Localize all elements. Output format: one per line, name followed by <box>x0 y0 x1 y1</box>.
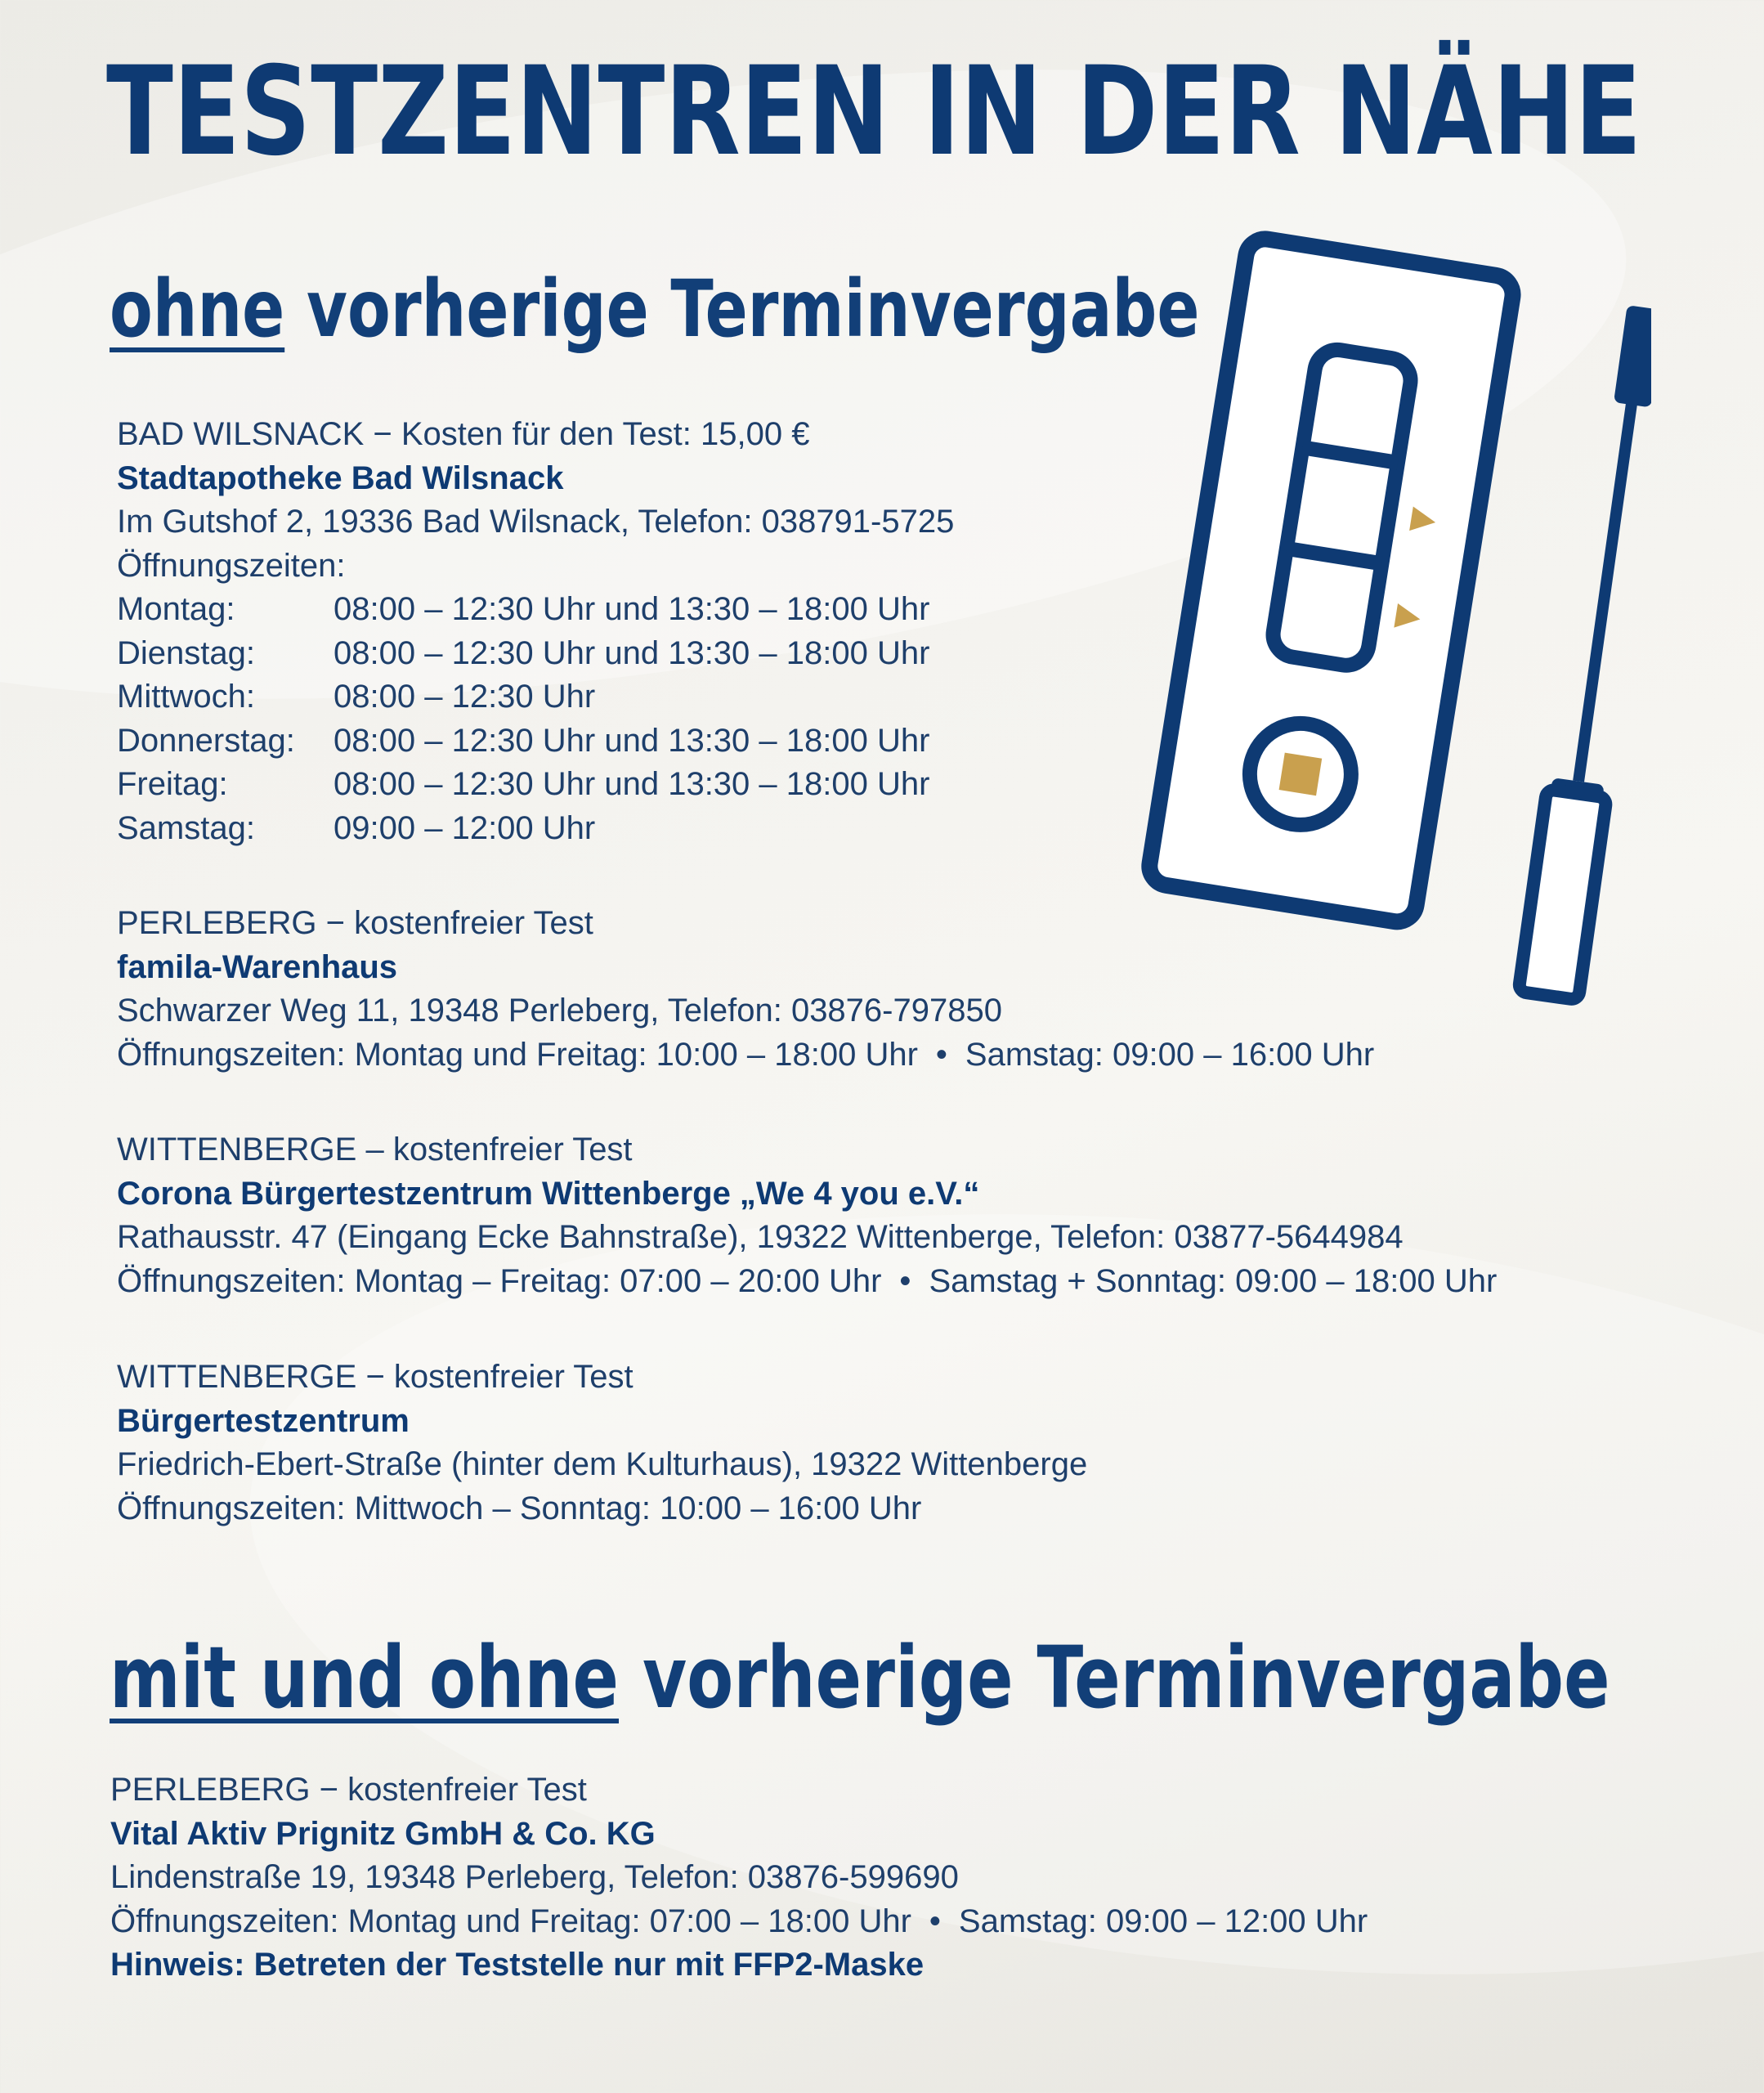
hours-label: Öffnungszeiten: <box>117 547 346 584</box>
center-name: Stadtapotheke Bad Wilsnack <box>117 459 564 496</box>
weekday: Samstag: <box>117 809 255 846</box>
hours-weekdays: Öffnungszeiten: Montag und Freitag: 07:00 – 18:00 Uhr <box>110 1903 911 1939</box>
center-name: Vital Aktiv Prignitz GmbH & Co. KG <box>110 1815 656 1852</box>
heading-emphasis: mit und ohne <box>110 1628 619 1728</box>
hours-row <box>117 807 929 851</box>
opening-hours-table <box>117 588 929 850</box>
opening-hours <box>117 1260 1497 1304</box>
address: Rathausstr. 47 (Eingang Ecke Bahnstraße), 19322 Wittenberge, Telefon: 03877-5644984 <box>117 1219 1404 1255</box>
weekday: Freitag: <box>117 766 228 802</box>
time-range: 08:00 – 12:30 Uhr und 13:30 – 18:00 Uhr <box>334 591 930 627</box>
time-range: 08:00 – 12:30 Uhr und 13:30 – 18:00 Uhr <box>334 722 930 759</box>
location-line: PERLEBERG − kostenfreier Test <box>110 1772 587 1808</box>
weekday: Montag: <box>117 591 235 627</box>
address: Im Gutshof 2, 19336 Bad Wilsnack, Telefon: 038791-5725 <box>117 504 955 540</box>
location-line: WITTENBERGE − kostenfreier Test <box>117 1359 634 1395</box>
address: Schwarzer Weg 11, 19348 Perleberg, Telefon: 03876-797850 <box>117 993 1002 1029</box>
hours-row <box>117 763 929 807</box>
time-range: 08:00 – 12:30 Uhr und 13:30 – 18:00 Uhr <box>334 634 930 671</box>
weekday: Mittwoch: <box>117 679 255 715</box>
swab-icon <box>1519 303 1651 1000</box>
heading-rest: vorherige Terminvergabe <box>284 263 1200 355</box>
section-heading-without-appointment <box>110 263 1200 355</box>
test-center-we4you-wittenberge <box>117 1128 1497 1303</box>
location-line: PERLEBERG − kostenfreier Test <box>117 905 593 941</box>
test-center-buergertestzentrum-wittenberge <box>117 1356 1087 1531</box>
page-title: TESTZENTREN IN DER NÄHE <box>106 41 1642 183</box>
test-center-bad-wilsnack <box>117 413 954 850</box>
hours-weekend: Samstag: 09:00 – 12:00 Uhr <box>958 1903 1368 1939</box>
rapid-test-cassette-icon <box>1147 236 1516 925</box>
location-line: WITTENBERGE – kostenfreier Test <box>117 1132 633 1168</box>
center-name: Corona Bürgertestzentrum Wittenberge „We 4 you e.V.“ <box>117 1175 980 1212</box>
rapid-test-illustration <box>1128 221 1651 1006</box>
test-center-famila-perleberg <box>117 902 1374 1077</box>
hours-weekdays: Öffnungszeiten: Montag – Freitag: 07:00 – 20:00 Uhr <box>117 1262 882 1299</box>
sample-well-icon <box>1279 753 1323 796</box>
test-center-vital-aktiv-perleberg <box>110 1768 1368 1988</box>
hours-weekdays: Öffnungszeiten: Montag und Freitag: 10:00 – 18:00 Uhr <box>117 1036 918 1073</box>
address: Friedrich-Ebert-Straße (hinter dem Kulturhaus), 19322 Wittenberge <box>117 1446 1088 1482</box>
weekday: Donnerstag: <box>117 722 295 759</box>
location-line: BAD WILSNACK − Kosten für den Test: 15,00 € <box>117 416 810 452</box>
heading-emphasis: ohne <box>110 263 285 355</box>
time-range: 09:00 – 12:00 Uhr <box>334 809 596 846</box>
hours-weekend: Samstag: 09:00 – 16:00 Uhr <box>965 1036 1375 1073</box>
center-name: famila-Warenhaus <box>117 948 398 985</box>
hours-row <box>117 675 929 719</box>
hours-weekend: Samstag + Sonntag: 09:00 – 18:00 Uhr <box>929 1262 1498 1299</box>
bullet-separator: • <box>935 1036 947 1073</box>
hours-row <box>117 719 929 764</box>
opening-hours <box>117 1033 1374 1078</box>
section-heading-with-and-without-appointment <box>110 1628 1610 1728</box>
bullet-separator: • <box>929 1903 941 1939</box>
hours-row <box>117 588 929 632</box>
opening-hours <box>110 1900 1368 1944</box>
time-range: 08:00 – 12:30 Uhr <box>334 679 596 715</box>
weekday: Dienstag: <box>117 634 255 671</box>
opening-hours: Öffnungszeiten: Mittwoch – Sonntag: 10:00 – 16:00 Uhr <box>117 1490 922 1526</box>
heading-rest: vorherige Terminvergabe <box>618 1628 1610 1728</box>
hours-row <box>117 632 929 676</box>
center-name: Bürgertestzentrum <box>117 1402 410 1439</box>
mask-notice: Hinweis: Betreten der Teststelle nur mit FFP2-Maske <box>110 1947 925 1983</box>
time-range: 08:00 – 12:30 Uhr und 13:30 – 18:00 Uhr <box>334 766 930 802</box>
address: Lindenstraße 19, 19348 Perleberg, Telefon: 03876-599690 <box>110 1859 959 1895</box>
bullet-separator: • <box>899 1262 911 1299</box>
